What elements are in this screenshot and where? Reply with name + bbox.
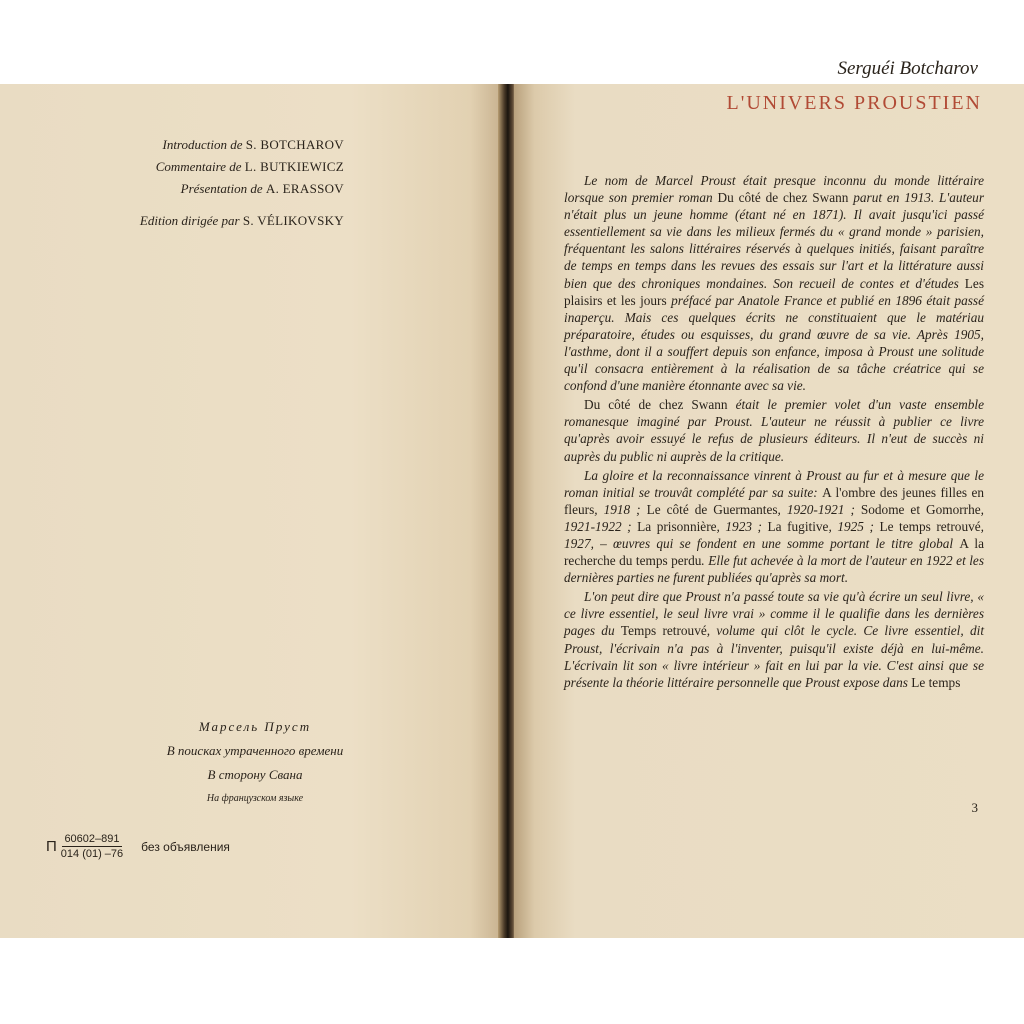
credit-line: Présentation de A. ERASSOV xyxy=(180,181,344,196)
catalog-fraction xyxy=(59,832,125,861)
imprint-series: В поисках утраченного времени xyxy=(166,743,344,758)
body-paragraph xyxy=(564,172,984,394)
text-segment: Le côté de Guermantes xyxy=(646,501,778,517)
left-page xyxy=(0,84,500,938)
text-segment: Sodome et Gomorrhe xyxy=(860,501,981,517)
text-segment: , 1918 ; xyxy=(594,501,647,517)
text-segment: Le nom de Marcel Proust était presque inconnu du monde littéraire lorsque son premier roman xyxy=(564,173,984,206)
imprint-language-note: На французском языке xyxy=(206,793,304,804)
text-segment: , 1920-1921 ; xyxy=(777,501,861,517)
catalog-denominator: 014 (01) –76 xyxy=(60,848,124,860)
text-segment: était le premier volet d'un vaste ensemble romanesque imaginé par Proust. L'auteur ne réussit à publier ce livre qu'après avoir essuyé le refus de plusieurs éditeurs. Il n'eut de succès ni auprès du public ni auprès de la critique. xyxy=(564,397,985,464)
text-segment: Le temps xyxy=(911,674,961,690)
russian-imprint xyxy=(120,715,390,811)
text-segment: , 1921-1922 ; xyxy=(564,501,984,534)
imprint-volume: В сторону Свана xyxy=(207,767,303,782)
chapter-author: Serguéi Botcharov xyxy=(837,58,978,79)
body-paragraph xyxy=(564,396,984,464)
catalog-prefix: П xyxy=(46,838,57,855)
catalog-code xyxy=(46,832,230,861)
credit-line: Commentaire de L. BUTKIEWICZ xyxy=(155,159,344,174)
text-segment: Temps retrouvé xyxy=(620,623,707,639)
body-paragraph xyxy=(564,588,984,691)
catalog-numerator: 60602–891 xyxy=(64,833,120,845)
credits-block xyxy=(44,134,344,232)
body-paragraph xyxy=(564,467,984,587)
text-segment: La prisonnière xyxy=(637,518,717,534)
text-segment: La fugitive xyxy=(767,518,829,534)
credit-line: Introduction de S. BOTCHAROV xyxy=(162,137,344,152)
page-number: 3 xyxy=(971,800,978,815)
text-segment: A l'ombre des jeunes filles en fleurs xyxy=(564,484,984,517)
chapter-title: L'UNIVERS PROUSTIEN xyxy=(726,92,982,114)
text-segment: Le temps retrouvé xyxy=(879,518,981,534)
text-segment: , volume qui clôt le cycle. Ce livre essentiel, dit Proust, l'écrivain n'a pas à l'inventer, puisqu'il existe déjà en lui-même. L'écrivain lit son « livre intérieur » fait en lui par la vie. C'est ainsi que se présente la théorie littéraire personnelle que Proust expose dans xyxy=(564,623,985,690)
text-segment: Du côté de chez Swann xyxy=(584,397,728,413)
text-segment: Les plaisirs et les jours xyxy=(564,275,984,308)
text-segment: La gloire et la reconnaissance vinrent à Proust au fur et à mesure que le roman initial se trouvât complété par sa suite: xyxy=(564,467,984,500)
chapter-body xyxy=(564,172,984,693)
text-segment: . Elle fut achevée à la mort de l'auteur en 1922 et les dernières parties ne furent publiées qu'après sa mort. xyxy=(564,553,985,586)
text-segment: parut en 1913. L'auteur n'était plus un jeune homme (étant né en 1871). Il avait jusqu'ici passé essentiellement sa vie dans les milieux fermés du « grand monde » parisien, fréquentant les salons littéraires réservés à quelques initiés, faisant paraître de temps en temps dans les revues des essais sur l'art et la littérature aussi bien que des chroniques mondaines. Son recueil de contes et d'études xyxy=(564,190,984,291)
text-segment: Du côté de chez Swann xyxy=(717,190,849,206)
text-segment: , 1923 ; xyxy=(716,518,768,534)
text-segment: L'on peut dire que Proust n'a passé toute sa vie qu'à écrire un seul livre, « ce livre essentiel, le seul livre vrai » comme il le qualifie dans les dernières pages du xyxy=(564,589,984,639)
text-segment: A la recherche du temps perdu xyxy=(564,535,984,569)
credit-line: Edition dirigée par S. VÉLIKOVSKY xyxy=(139,213,344,228)
imprint-author: Марсель Пруст xyxy=(198,719,312,734)
text-segment: préfacé par Anatole France et publié en 1896 était passé inaperçu. Mais ces quelques écrits ne constituaient que le matériau préparatoire, études ou esquisses, du grand œuvre de sa vie. Après 1905, l'asthme, dont il a souffert depuis son enfance, imposa à Proust une solitude qu'il consacra entièrement à la réalisation de sa tâche créatrice qui se confond d'une manière étonnante avec sa vie. xyxy=(564,292,984,394)
text-segment: , 1925 ; xyxy=(828,518,880,534)
text-segment: , 1927, – œuvres qui se fondent en une somme portant le titre global xyxy=(564,518,984,551)
catalog-note: без объявления xyxy=(141,839,230,854)
